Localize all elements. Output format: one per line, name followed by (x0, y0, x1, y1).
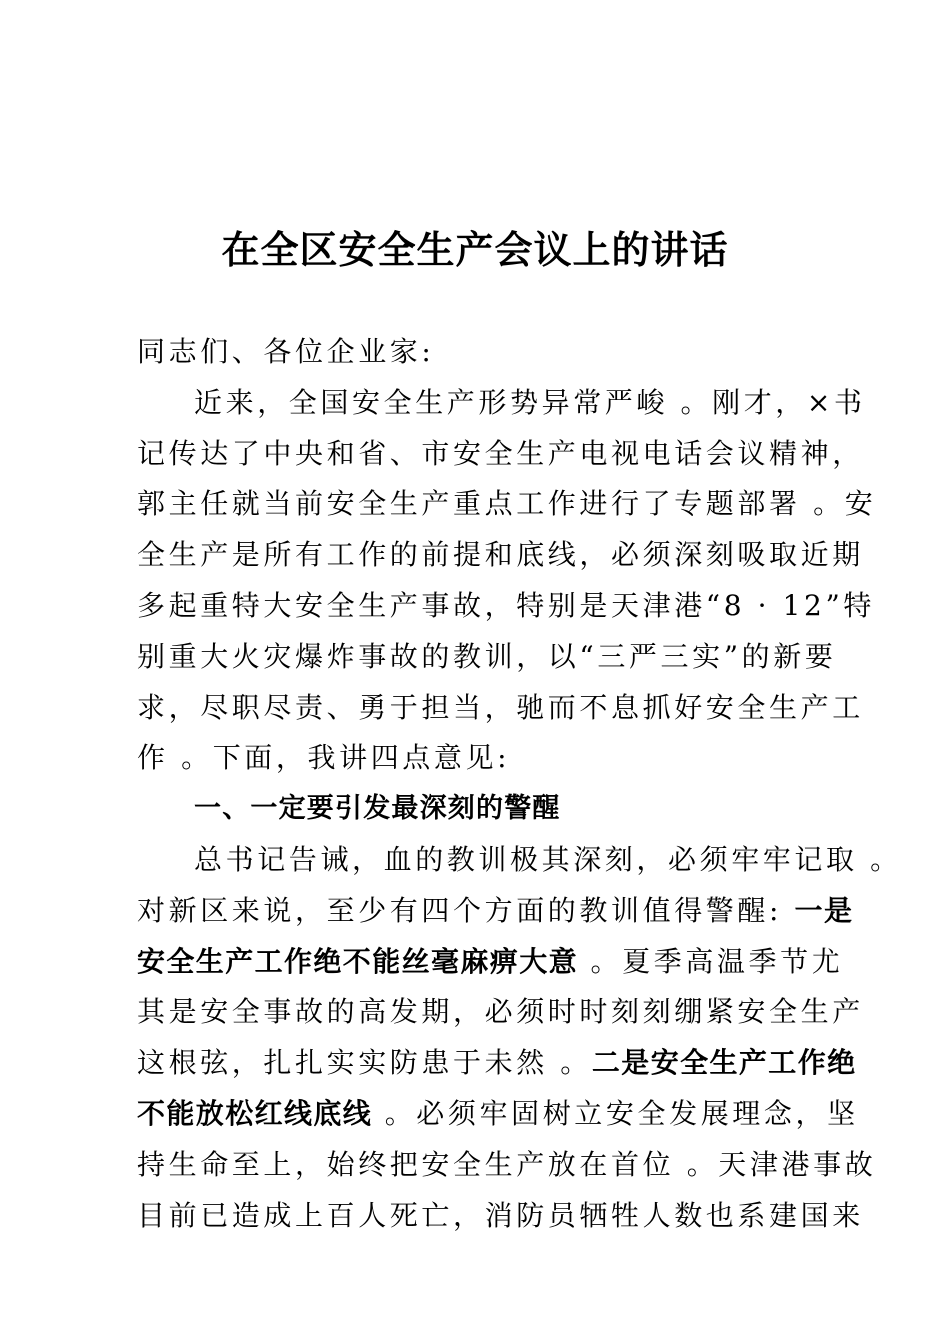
greeting: 同志们、各位企业家: (137, 335, 435, 368)
bold-text: 不能放松红线底线 (137, 1096, 373, 1130)
body-line (137, 1089, 859, 1140)
body-line: 目前已造成上百人死亡，消防员牺牲人数也系建国来 (137, 1198, 864, 1232)
bold-text: 一是 (794, 893, 854, 927)
document-title: 在全区安全生产会议上的讲话 (221, 228, 729, 272)
body-text: 。必须牢固树立安全发展理念，坚 (372, 1096, 859, 1130)
body-line (137, 937, 844, 988)
body-text: 这根弦，扎扎实实防患于未然 。 (137, 1046, 592, 1080)
body-line: 其是安全事故的高发期，必须时时刻刻绷紧安全生产 (137, 995, 864, 1029)
document-body (137, 327, 902, 1241)
intro-line: 多起重特大安全生产事故，特别是天津港“8 · 12”特 (137, 588, 875, 622)
body-line (137, 1038, 857, 1089)
intro-line: 求，尽职尽责、勇于担当，驰而不息抓好安全生产工 (137, 690, 864, 724)
intro-line: 记传达了中央和省、市安全生产电视电话会议精神， (137, 436, 864, 470)
intro-line: 全生产是所有工作的前提和底线，必须深刻吸取近期 (137, 538, 864, 572)
intro-line: 郭主任就当前安全生产重点工作进行了专题部署 。安 (137, 487, 877, 521)
intro-line: 作 。下面，我讲四点意见: (137, 741, 511, 775)
body-line (137, 886, 854, 937)
body-line: 持生命至上，始终把安全生产放在首位 。天津港事故 (137, 1147, 877, 1181)
body-text: 对新区来说，至少有四个方面的教训值得警醒: (137, 893, 795, 927)
body-text: 。夏季高温季节尤 (578, 944, 844, 978)
body-line: 总书记告诫，血的教训极其深刻，必须牢牢记取 。 (194, 842, 902, 876)
section-heading: 一、一定要引发最深刻的警醒 (194, 793, 561, 825)
intro-line: 近来，全国安全生产形势异常严峻 。刚才，×书 (194, 385, 866, 419)
bold-text: 安全生产工作绝不能丝毫麻痹大意 (137, 944, 579, 978)
intro-line: 别重大火灾爆炸事故的教训，以“三严三实”的新要 (137, 639, 837, 673)
bold-text: 二是安全生产工作绝 (591, 1046, 857, 1080)
